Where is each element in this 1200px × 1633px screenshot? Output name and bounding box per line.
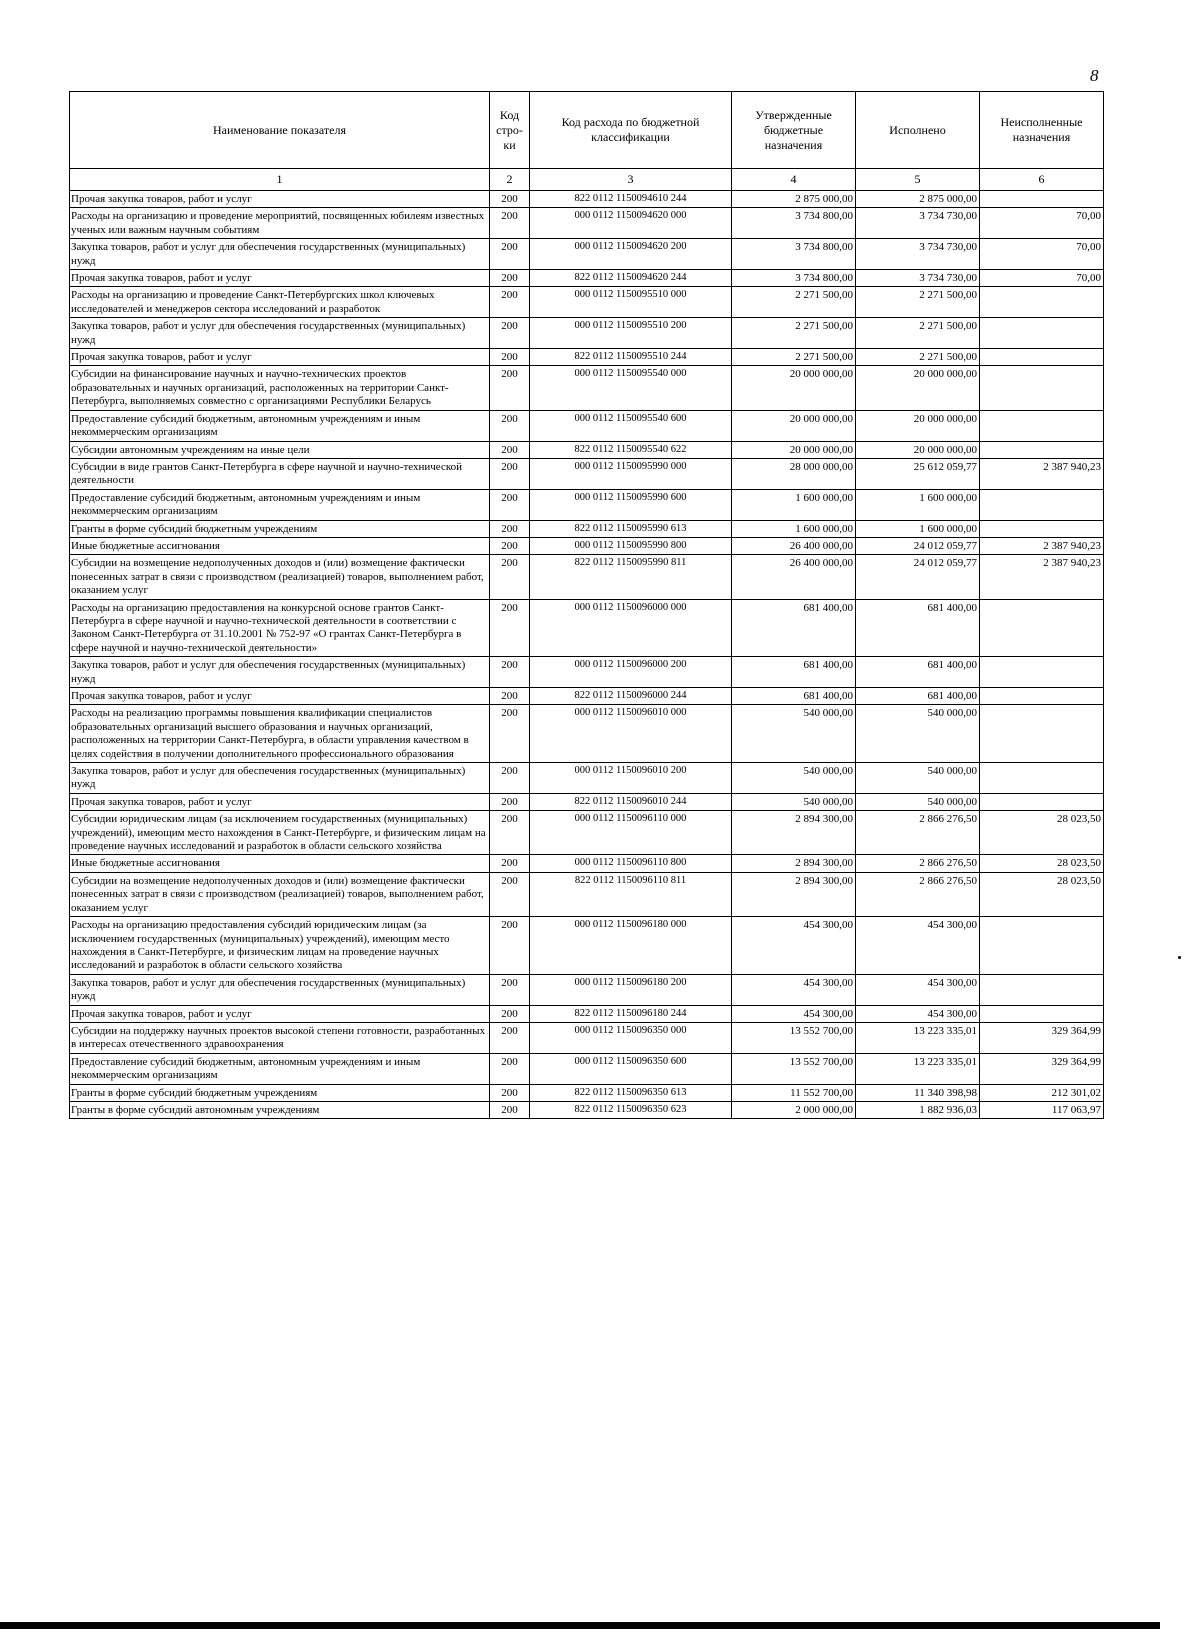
line-code: 200 bbox=[490, 855, 530, 872]
executed-amount: 681 400,00 bbox=[856, 688, 980, 705]
approved-amount: 3 734 800,00 bbox=[732, 270, 856, 287]
unexecuted-amount bbox=[980, 191, 1104, 208]
table-row bbox=[70, 1053, 1104, 1084]
executed-amount: 2 271 500,00 bbox=[856, 287, 980, 318]
indicator-name: Предоставление субсидий бюджетным, автономным учреждениям и иным некоммерческим организациям bbox=[70, 410, 490, 441]
indicator-name: Гранты в форме субсидий бюджетным учреждениям bbox=[70, 1084, 490, 1101]
indicator-name: Расходы на организацию предоставления на конкурсной основе грантов Санкт-Петербурга в сфере научной и научно-технической деятельности в соответствии с Законом Санкт-Петербурга от 31.10.2001 № 752-97 «О грантах Санкт-Петербурга в сфере научной и научно-технической деятельности» bbox=[70, 599, 490, 657]
approved-amount: 2 875 000,00 bbox=[732, 191, 856, 208]
line-code: 200 bbox=[490, 974, 530, 1005]
classification-code: 000 0112 1150095510 200 bbox=[530, 318, 732, 349]
indicator-name: Субсидии автономным учреждениям на иные цели bbox=[70, 441, 490, 458]
column-number: 3 bbox=[530, 169, 732, 191]
column-number-row bbox=[70, 169, 1104, 191]
unexecuted-amount bbox=[980, 318, 1104, 349]
line-code: 200 bbox=[490, 270, 530, 287]
executed-amount: 13 223 335,01 bbox=[856, 1022, 980, 1053]
executed-amount: 11 340 398,98 bbox=[856, 1084, 980, 1101]
approved-amount: 1 600 000,00 bbox=[732, 489, 856, 520]
classification-code: 000 0112 1150096010 000 bbox=[530, 705, 732, 763]
executed-amount: 20 000 000,00 bbox=[856, 441, 980, 458]
approved-amount: 454 300,00 bbox=[732, 1005, 856, 1022]
unexecuted-amount: 212 301,02 bbox=[980, 1084, 1104, 1101]
indicator-name: Прочая закупка товаров, работ и услуг bbox=[70, 688, 490, 705]
line-code: 200 bbox=[490, 1005, 530, 1022]
header-unexecuted: Неисполненные назначения bbox=[980, 92, 1104, 169]
indicator-name: Прочая закупка товаров, работ и услуг bbox=[70, 793, 490, 810]
table-row bbox=[70, 555, 1104, 599]
line-code: 200 bbox=[490, 811, 530, 855]
indicator-name: Расходы на реализацию программы повышения квалификации специалистов образовательных организаций высшего образования и научных организаций, расположенных на территории Санкт-Петербурга, в области управления качеством в целях содействия в получении дополнительного профессионального образования bbox=[70, 705, 490, 763]
classification-code: 822 0112 1150096010 244 bbox=[530, 793, 732, 810]
table-row bbox=[70, 1005, 1104, 1022]
classification-code: 000 0112 1150096010 200 bbox=[530, 763, 732, 794]
approved-amount: 2 000 000,00 bbox=[732, 1101, 856, 1118]
executed-amount: 20 000 000,00 bbox=[856, 366, 980, 410]
header-executed: Исполнено bbox=[856, 92, 980, 169]
line-code: 200 bbox=[490, 1084, 530, 1101]
table-row bbox=[70, 917, 1104, 975]
unexecuted-amount bbox=[980, 974, 1104, 1005]
unexecuted-amount bbox=[980, 599, 1104, 657]
column-number: 4 bbox=[732, 169, 856, 191]
table-row bbox=[70, 270, 1104, 287]
executed-amount: 681 400,00 bbox=[856, 657, 980, 688]
indicator-name: Гранты в форме субсидий бюджетным учреждениям bbox=[70, 520, 490, 537]
line-code: 200 bbox=[490, 191, 530, 208]
classification-code: 000 0112 1150096180 000 bbox=[530, 917, 732, 975]
table-row bbox=[70, 763, 1104, 794]
scan-edge-bar bbox=[0, 1622, 1160, 1629]
unexecuted-amount bbox=[980, 349, 1104, 366]
line-code: 200 bbox=[490, 1022, 530, 1053]
table-row bbox=[70, 287, 1104, 318]
unexecuted-amount bbox=[980, 705, 1104, 763]
classification-code: 000 0112 1150096110 800 bbox=[530, 855, 732, 872]
unexecuted-amount: 2 387 940,23 bbox=[980, 537, 1104, 554]
line-code: 200 bbox=[490, 239, 530, 270]
approved-amount: 681 400,00 bbox=[732, 657, 856, 688]
scan-speck bbox=[1178, 956, 1181, 959]
page-number: 8 bbox=[1090, 66, 1099, 85]
indicator-name: Иные бюджетные ассигнования bbox=[70, 855, 490, 872]
approved-amount: 28 000 000,00 bbox=[732, 458, 856, 489]
unexecuted-amount bbox=[980, 793, 1104, 810]
classification-code: 822 0112 1150096000 244 bbox=[530, 688, 732, 705]
executed-amount: 2 875 000,00 bbox=[856, 191, 980, 208]
executed-amount: 3 734 730,00 bbox=[856, 270, 980, 287]
executed-amount: 1 600 000,00 bbox=[856, 520, 980, 537]
approved-amount: 20 000 000,00 bbox=[732, 441, 856, 458]
unexecuted-amount bbox=[980, 489, 1104, 520]
header-approved: Утвержденные бюджетные назначения bbox=[732, 92, 856, 169]
classification-code: 000 0112 1150096350 000 bbox=[530, 1022, 732, 1053]
approved-amount: 26 400 000,00 bbox=[732, 537, 856, 554]
approved-amount: 20 000 000,00 bbox=[732, 366, 856, 410]
unexecuted-amount: 329 364,99 bbox=[980, 1053, 1104, 1084]
line-code: 200 bbox=[490, 555, 530, 599]
executed-amount: 20 000 000,00 bbox=[856, 410, 980, 441]
column-number: 5 bbox=[856, 169, 980, 191]
executed-amount: 1 882 936,03 bbox=[856, 1101, 980, 1118]
table-header-row bbox=[70, 92, 1104, 169]
indicator-name: Закупка товаров, работ и услуг для обеспечения государственных (муниципальных) нужд bbox=[70, 318, 490, 349]
indicator-name: Закупка товаров, работ и услуг для обеспечения государственных (муниципальных) нужд bbox=[70, 657, 490, 688]
approved-amount: 2 894 300,00 bbox=[732, 811, 856, 855]
line-code: 200 bbox=[490, 705, 530, 763]
table-row bbox=[70, 537, 1104, 554]
executed-amount: 540 000,00 bbox=[856, 763, 980, 794]
classification-code: 000 0112 1150094620 000 bbox=[530, 208, 732, 239]
approved-amount: 540 000,00 bbox=[732, 763, 856, 794]
classification-code: 000 0112 1150094620 200 bbox=[530, 239, 732, 270]
indicator-name: Субсидии в виде грантов Санкт-Петербурга в сфере научной и научно-технической деятельности bbox=[70, 458, 490, 489]
executed-amount: 454 300,00 bbox=[856, 974, 980, 1005]
table-row bbox=[70, 1022, 1104, 1053]
classification-code: 822 0112 1150094610 244 bbox=[530, 191, 732, 208]
unexecuted-amount: 70,00 bbox=[980, 270, 1104, 287]
approved-amount: 2 271 500,00 bbox=[732, 349, 856, 366]
unexecuted-amount: 70,00 bbox=[980, 208, 1104, 239]
table-row bbox=[70, 811, 1104, 855]
classification-code: 822 0112 1150095990 613 bbox=[530, 520, 732, 537]
executed-amount: 25 612 059,77 bbox=[856, 458, 980, 489]
line-code: 200 bbox=[490, 520, 530, 537]
classification-code: 822 0112 1150095510 244 bbox=[530, 349, 732, 366]
table-row bbox=[70, 657, 1104, 688]
approved-amount: 454 300,00 bbox=[732, 974, 856, 1005]
executed-amount: 2 866 276,50 bbox=[856, 811, 980, 855]
executed-amount: 2 271 500,00 bbox=[856, 349, 980, 366]
approved-amount: 454 300,00 bbox=[732, 917, 856, 975]
executed-amount: 3 734 730,00 bbox=[856, 239, 980, 270]
executed-amount: 681 400,00 bbox=[856, 599, 980, 657]
indicator-name: Субсидии на возмещение недополученных доходов и (или) возмещение фактически понесенных затрат в связи с производством (реализацией) товаров, выполнением работ, оказанием услуг bbox=[70, 872, 490, 916]
classification-code: 000 0112 1150095990 000 bbox=[530, 458, 732, 489]
executed-amount: 24 012 059,77 bbox=[856, 555, 980, 599]
approved-amount: 540 000,00 bbox=[732, 705, 856, 763]
indicator-name: Гранты в форме субсидий автономным учреждениям bbox=[70, 1101, 490, 1118]
indicator-name: Расходы на организацию и проведение мероприятий, посвященных юбилеям известных ученых или важным научным событиям bbox=[70, 208, 490, 239]
indicator-name: Закупка товаров, работ и услуг для обеспечения государственных (муниципальных) нужд bbox=[70, 974, 490, 1005]
indicator-name: Прочая закупка товаров, работ и услуг bbox=[70, 191, 490, 208]
line-code: 200 bbox=[490, 441, 530, 458]
indicator-name: Закупка товаров, работ и услуг для обеспечения государственных (муниципальных) нужд bbox=[70, 239, 490, 270]
approved-amount: 681 400,00 bbox=[732, 688, 856, 705]
approved-amount: 3 734 800,00 bbox=[732, 239, 856, 270]
indicator-name: Субсидии юридическим лицам (за исключением государственных (муниципальных) учреждений), имеющим место нахождения в Санкт-Петербурге, и физическим лицам на проведение научных исследований и разработок в области сельского хозяйства bbox=[70, 811, 490, 855]
indicator-name: Субсидии на возмещение недополученных доходов и (или) возмещение фактически понесенных затрат в связи с производством (реализацией) товаров, выполнением работ, оказанием услуг bbox=[70, 555, 490, 599]
approved-amount: 20 000 000,00 bbox=[732, 410, 856, 441]
approved-amount: 3 734 800,00 bbox=[732, 208, 856, 239]
unexecuted-amount: 28 023,50 bbox=[980, 811, 1104, 855]
line-code: 200 bbox=[490, 208, 530, 239]
unexecuted-amount: 28 023,50 bbox=[980, 855, 1104, 872]
executed-amount: 2 866 276,50 bbox=[856, 872, 980, 916]
classification-code: 000 0112 1150096000 200 bbox=[530, 657, 732, 688]
unexecuted-amount: 70,00 bbox=[980, 239, 1104, 270]
line-code: 200 bbox=[490, 657, 530, 688]
classification-code: 000 0112 1150096110 000 bbox=[530, 811, 732, 855]
indicator-name: Закупка товаров, работ и услуг для обеспечения государственных (муниципальных) нужд bbox=[70, 763, 490, 794]
indicator-name: Прочая закупка товаров, работ и услуг bbox=[70, 1005, 490, 1022]
header-class-code: Код расхода по бюджетной классификации bbox=[530, 92, 732, 169]
table-row bbox=[70, 458, 1104, 489]
table-row bbox=[70, 1101, 1104, 1118]
header-line-code: Код стро- ки bbox=[490, 92, 530, 169]
line-code: 200 bbox=[490, 489, 530, 520]
budget-execution-table bbox=[69, 91, 1104, 1119]
classification-code: 000 0112 1150095510 000 bbox=[530, 287, 732, 318]
unexecuted-amount: 2 387 940,23 bbox=[980, 555, 1104, 599]
executed-amount: 540 000,00 bbox=[856, 705, 980, 763]
line-code: 200 bbox=[490, 410, 530, 441]
unexecuted-amount bbox=[980, 410, 1104, 441]
indicator-name: Предоставление субсидий бюджетным, автономным учреждениям и иным некоммерческим организациям bbox=[70, 1053, 490, 1084]
line-code: 200 bbox=[490, 458, 530, 489]
unexecuted-amount: 2 387 940,23 bbox=[980, 458, 1104, 489]
line-code: 200 bbox=[490, 287, 530, 318]
approved-amount: 540 000,00 bbox=[732, 793, 856, 810]
approved-amount: 2 894 300,00 bbox=[732, 872, 856, 916]
indicator-name: Расходы на организацию предоставления субсидий юридическим лицам (за исключением государственных (муниципальных) учреждений), имеющим место нахождения в Санкт-Петербурге, и физическим лицам на проведение научных исследований и разработок в области сельского хозяйства bbox=[70, 917, 490, 975]
classification-code: 000 0112 1150096350 600 bbox=[530, 1053, 732, 1084]
classification-code: 822 0112 1150096180 244 bbox=[530, 1005, 732, 1022]
executed-amount: 454 300,00 bbox=[856, 917, 980, 975]
approved-amount: 13 552 700,00 bbox=[732, 1022, 856, 1053]
unexecuted-amount bbox=[980, 441, 1104, 458]
executed-amount: 540 000,00 bbox=[856, 793, 980, 810]
unexecuted-amount bbox=[980, 763, 1104, 794]
unexecuted-amount bbox=[980, 366, 1104, 410]
line-code: 200 bbox=[490, 599, 530, 657]
table-row bbox=[70, 855, 1104, 872]
executed-amount: 13 223 335,01 bbox=[856, 1053, 980, 1084]
executed-amount: 2 866 276,50 bbox=[856, 855, 980, 872]
table-row bbox=[70, 1084, 1104, 1101]
classification-code: 822 0112 1150096350 613 bbox=[530, 1084, 732, 1101]
classification-code: 000 0112 1150095990 800 bbox=[530, 537, 732, 554]
indicator-name: Иные бюджетные ассигнования bbox=[70, 537, 490, 554]
classification-code: 000 0112 1150096180 200 bbox=[530, 974, 732, 1005]
header-name: Наименование показателя bbox=[70, 92, 490, 169]
table-row bbox=[70, 349, 1104, 366]
line-code: 200 bbox=[490, 793, 530, 810]
indicator-name: Прочая закупка товаров, работ и услуг bbox=[70, 349, 490, 366]
table-row bbox=[70, 489, 1104, 520]
classification-code: 000 0112 1150095540 000 bbox=[530, 366, 732, 410]
table-row bbox=[70, 974, 1104, 1005]
classification-code: 822 0112 1150095990 811 bbox=[530, 555, 732, 599]
table-body bbox=[70, 191, 1104, 1119]
classification-code: 000 0112 1150096000 000 bbox=[530, 599, 732, 657]
table-row bbox=[70, 410, 1104, 441]
approved-amount: 2 271 500,00 bbox=[732, 287, 856, 318]
table-row bbox=[70, 191, 1104, 208]
approved-amount: 2 271 500,00 bbox=[732, 318, 856, 349]
column-number: 2 bbox=[490, 169, 530, 191]
approved-amount: 681 400,00 bbox=[732, 599, 856, 657]
table-row bbox=[70, 793, 1104, 810]
classification-code: 000 0112 1150095990 600 bbox=[530, 489, 732, 520]
table-row bbox=[70, 599, 1104, 657]
indicator-name: Субсидии на финансирование научных и научно-технических проектов образовательных и научных организаций, расположенных на территории Санкт-Петербурга, выполняемых совместно с организациями Республики Беларусь bbox=[70, 366, 490, 410]
unexecuted-amount: 28 023,50 bbox=[980, 872, 1104, 916]
approved-amount: 2 894 300,00 bbox=[732, 855, 856, 872]
unexecuted-amount bbox=[980, 688, 1104, 705]
executed-amount: 2 271 500,00 bbox=[856, 318, 980, 349]
unexecuted-amount: 117 063,97 bbox=[980, 1101, 1104, 1118]
indicator-name: Расходы на организацию и проведение Санкт-Петербургских школ ключевых исследователей и менеджеров сектора исследований и разработок bbox=[70, 287, 490, 318]
table-row bbox=[70, 239, 1104, 270]
unexecuted-amount bbox=[980, 287, 1104, 318]
unexecuted-amount: 329 364,99 bbox=[980, 1022, 1104, 1053]
table-row bbox=[70, 520, 1104, 537]
line-code: 200 bbox=[490, 1053, 530, 1084]
classification-code: 822 0112 1150096110 811 bbox=[530, 872, 732, 916]
unexecuted-amount bbox=[980, 520, 1104, 537]
table-row bbox=[70, 318, 1104, 349]
line-code: 200 bbox=[490, 917, 530, 975]
approved-amount: 26 400 000,00 bbox=[732, 555, 856, 599]
column-number: 1 bbox=[70, 169, 490, 191]
approved-amount: 1 600 000,00 bbox=[732, 520, 856, 537]
table-row bbox=[70, 441, 1104, 458]
indicator-name: Субсидии на поддержку научных проектов высокой степени готовности, разработанных в интересах отечественного здравоохранения bbox=[70, 1022, 490, 1053]
unexecuted-amount bbox=[980, 657, 1104, 688]
table-row bbox=[70, 872, 1104, 916]
classification-code: 822 0112 1150095540 622 bbox=[530, 441, 732, 458]
classification-code: 822 0112 1150094620 244 bbox=[530, 270, 732, 287]
table-row bbox=[70, 688, 1104, 705]
unexecuted-amount bbox=[980, 1005, 1104, 1022]
line-code: 200 bbox=[490, 537, 530, 554]
executed-amount: 1 600 000,00 bbox=[856, 489, 980, 520]
line-code: 200 bbox=[490, 366, 530, 410]
approved-amount: 13 552 700,00 bbox=[732, 1053, 856, 1084]
line-code: 200 bbox=[490, 1101, 530, 1118]
approved-amount: 11 552 700,00 bbox=[732, 1084, 856, 1101]
line-code: 200 bbox=[490, 349, 530, 366]
column-number: 6 bbox=[980, 169, 1104, 191]
table-row bbox=[70, 705, 1104, 763]
classification-code: 000 0112 1150095540 600 bbox=[530, 410, 732, 441]
indicator-name: Прочая закупка товаров, работ и услуг bbox=[70, 270, 490, 287]
executed-amount: 24 012 059,77 bbox=[856, 537, 980, 554]
line-code: 200 bbox=[490, 872, 530, 916]
indicator-name: Предоставление субсидий бюджетным, автономным учреждениям и иным некоммерческим организациям bbox=[70, 489, 490, 520]
executed-amount: 3 734 730,00 bbox=[856, 208, 980, 239]
line-code: 200 bbox=[490, 688, 530, 705]
unexecuted-amount bbox=[980, 917, 1104, 975]
table-row bbox=[70, 208, 1104, 239]
executed-amount: 454 300,00 bbox=[856, 1005, 980, 1022]
classification-code: 822 0112 1150096350 623 bbox=[530, 1101, 732, 1118]
table-row bbox=[70, 366, 1104, 410]
line-code: 200 bbox=[490, 318, 530, 349]
line-code: 200 bbox=[490, 763, 530, 794]
